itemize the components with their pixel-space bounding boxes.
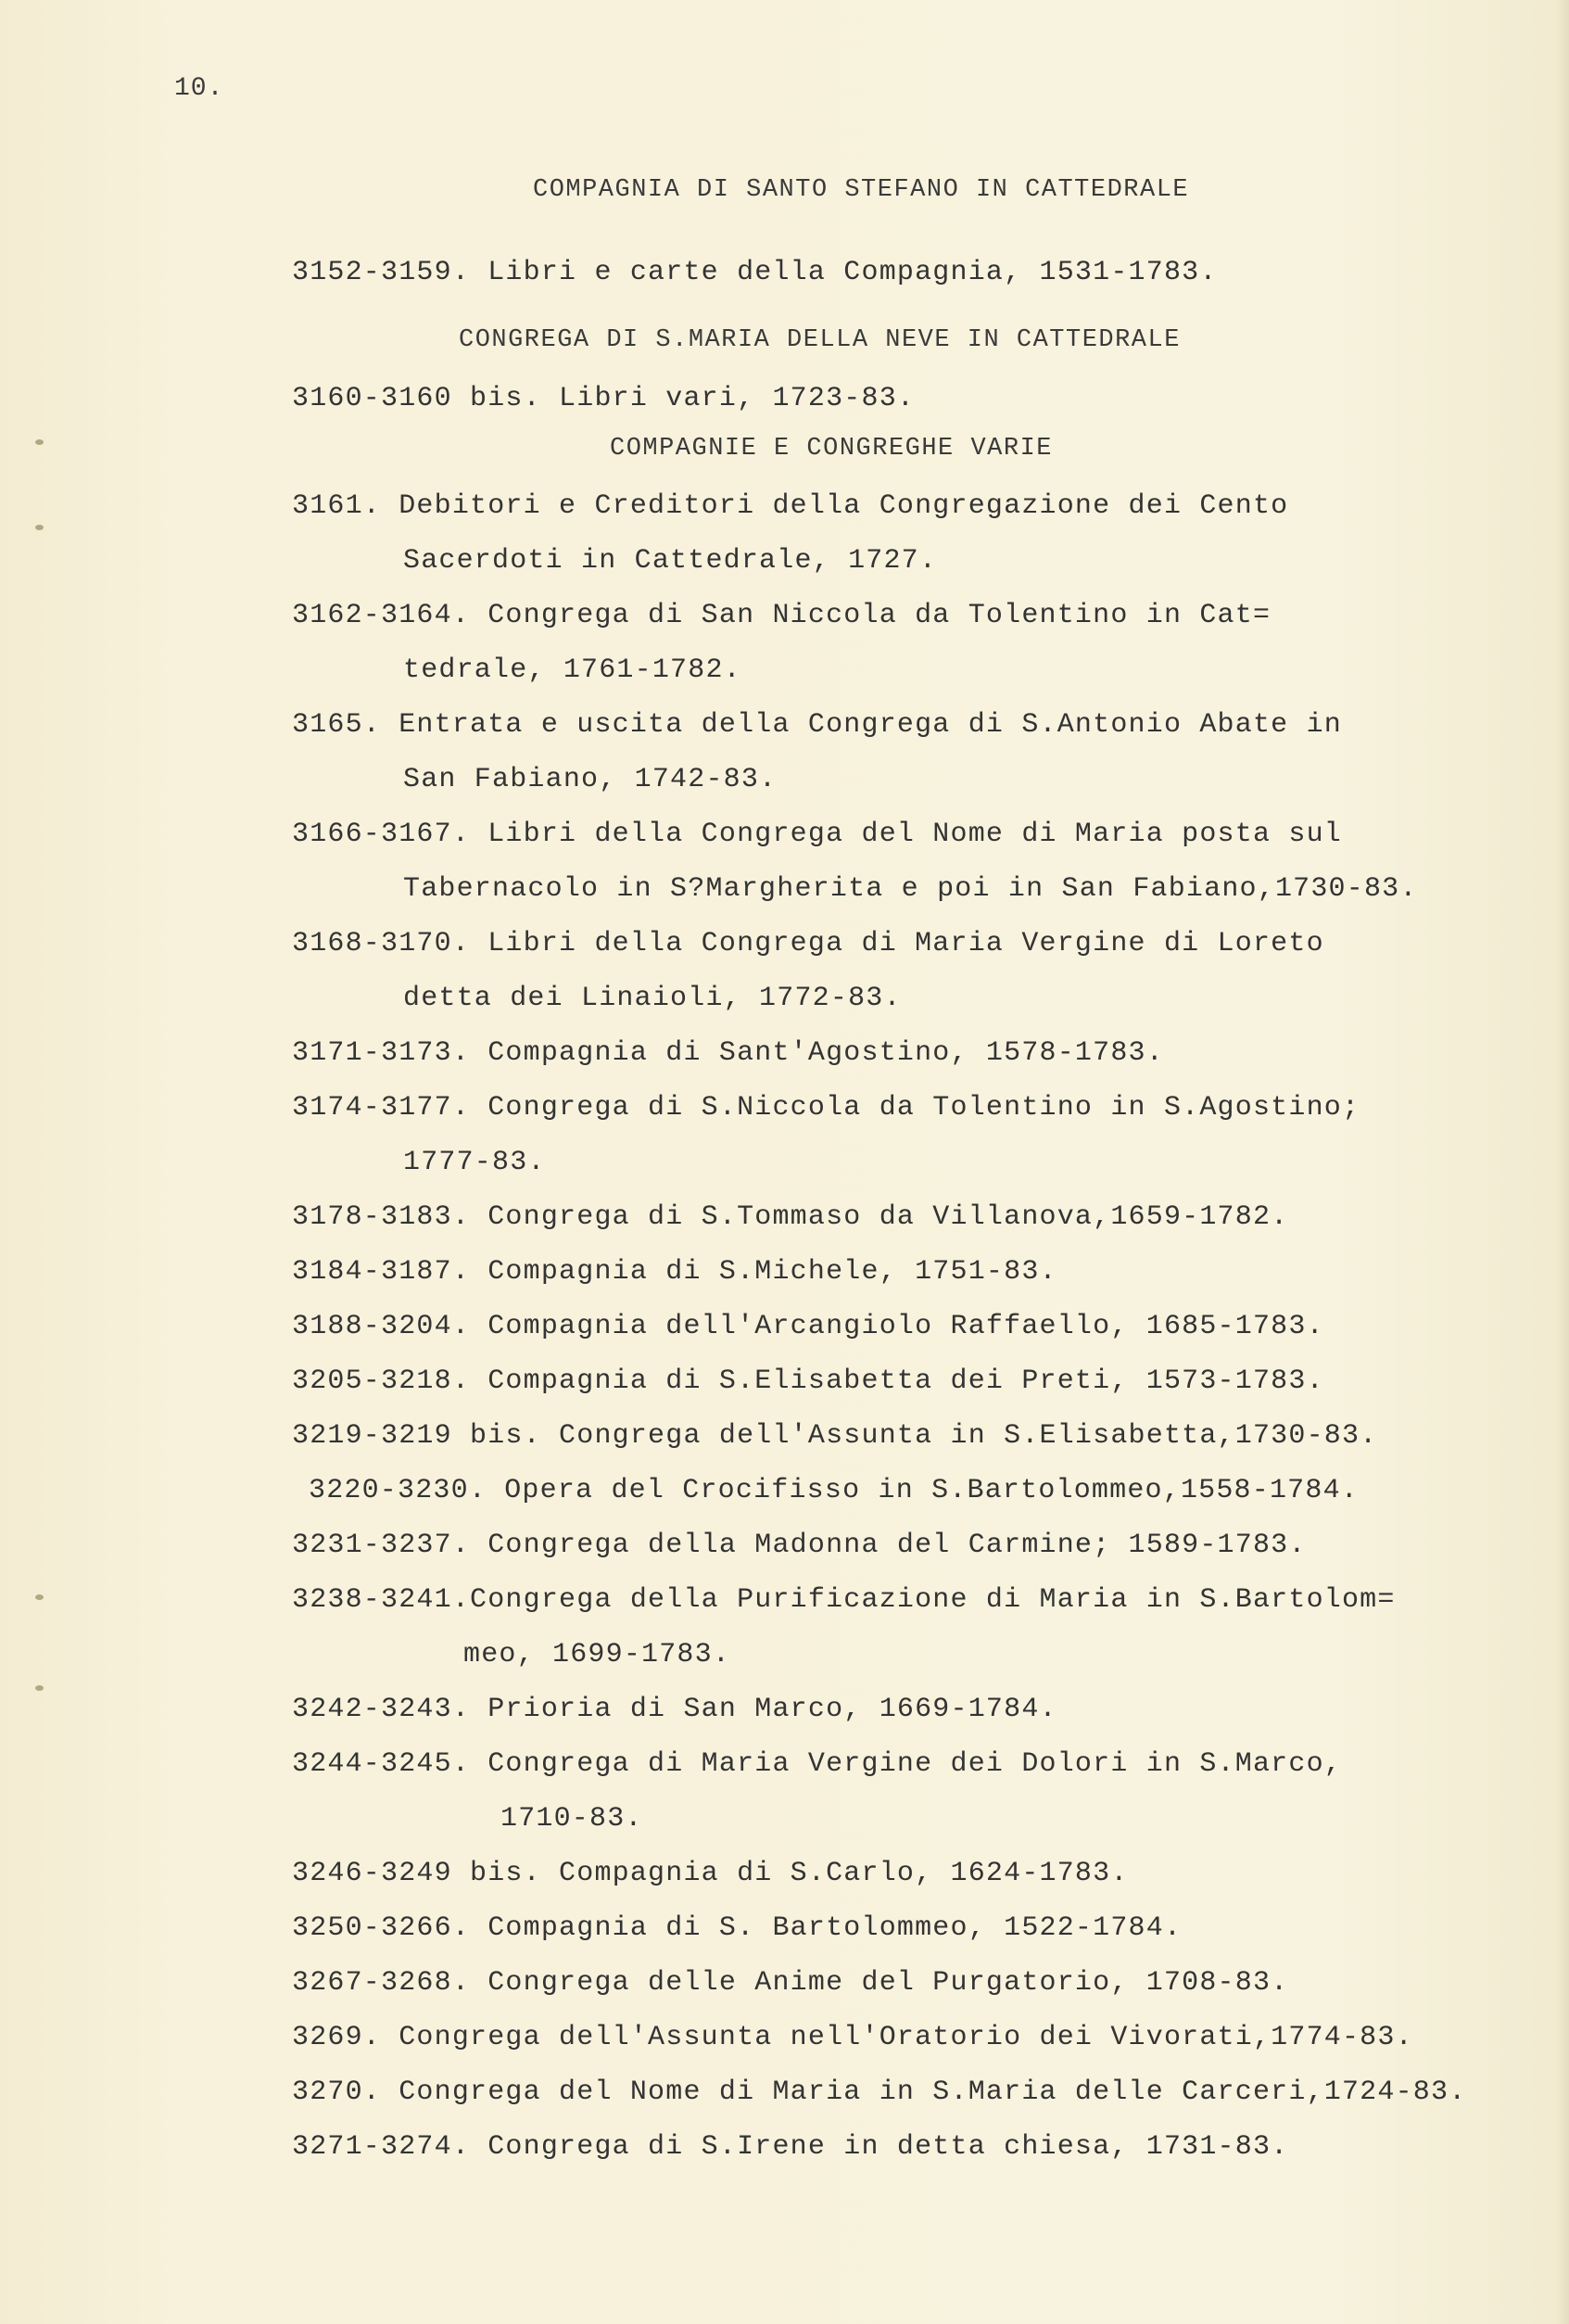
- entry-3184: 3184-3187. Compagnia di S.Michele, 1751-83.: [292, 1256, 1057, 1288]
- entry-3188: 3188-3204. Compagnia dell'Arcangiolo Raffaello, 1685-1783.: [292, 1311, 1324, 1342]
- page-number: 10.: [174, 74, 224, 103]
- entry-3174: 3174-3177. Congrega di S.Niccola da Tolentino in S.Agostino;: [292, 1092, 1360, 1124]
- entry-3244-continuation: 1710-83.: [500, 1803, 643, 1835]
- entry-3161-continuation: Sacerdoti in Cattedrale, 1727.: [403, 545, 938, 577]
- entry-3242: 3242-3243. Prioria di San Marco, 1669-1784.: [292, 1694, 1057, 1725]
- entry-3165-continuation: San Fabiano, 1742-83.: [403, 764, 778, 795]
- entry-3178: 3178-3183. Congrega di S.Tommaso da Villanova,1659-1782.: [292, 1201, 1289, 1233]
- entry-3165: 3165. Entrata e uscita della Congrega di S.Antonio Abate in: [292, 709, 1342, 741]
- entry-3220: 3220-3230. Opera del Crocifisso in S.Bartolommeo,1558-1784.: [309, 1475, 1359, 1506]
- punch-hole-mark: [35, 1594, 44, 1600]
- entry-3231: 3231-3237. Congrega della Madonna del Carmine; 1589-1783.: [292, 1530, 1307, 1561]
- entry-3269: 3269. Congrega dell'Assunta nell'Oratorio dei Vivorati,1774-83.: [292, 2022, 1413, 2053]
- entry-3162-continuation: tedrale, 1761-1782.: [403, 654, 741, 686]
- section-heading-maria-della-neve: CONGREGA DI S.MARIA DELLA NEVE IN CATTEDRALE: [459, 326, 1181, 354]
- entry-3219: 3219-3219 bis. Congrega dell'Assunta in S.Elisabetta,1730-83.: [292, 1420, 1378, 1452]
- section-heading-santo-stefano: COMPAGNIA DI SANTO STEFANO IN CATTEDRALE: [533, 176, 1190, 204]
- entry-3250: 3250-3266. Compagnia di S. Bartolommeo, 1522-1784.: [292, 1912, 1183, 1944]
- entry-3246: 3246-3249 bis. Compagnia di S.Carlo, 1624-1783.: [292, 1858, 1129, 1889]
- entry-3270: 3270. Congrega del Nome di Maria in S.Maria delle Carceri,1724-83.: [292, 2076, 1467, 2108]
- entry-3171: 3171-3173. Compagnia di Sant'Agostino, 1578-1783.: [292, 1037, 1164, 1069]
- entry-3160: 3160-3160 bis. Libri vari, 1723-83.: [292, 383, 916, 414]
- section-heading-compagnie-varie: COMPAGNIE E CONGREGHE VARIE: [610, 435, 1053, 463]
- entry-3205: 3205-3218. Compagnia di S.Elisabetta dei Preti, 1573-1783.: [292, 1365, 1324, 1397]
- entry-3174-continuation: 1777-83.: [403, 1147, 546, 1178]
- entry-3166-continuation: Tabernacolo in S?Margherita e poi in San Fabiano,1730-83.: [403, 873, 1418, 905]
- entry-3161: 3161. Debitori e Creditori della Congregazione dei Cento: [292, 490, 1289, 522]
- entry-3166: 3166-3167. Libri della Congrega del Nome di Maria posta sul: [292, 819, 1342, 850]
- entry-3168: 3168-3170. Libri della Congrega di Maria Vergine di Loreto: [292, 928, 1324, 959]
- page-edge-shadow: [1556, 0, 1569, 2324]
- entry-3238-continuation: meo, 1699-1783.: [463, 1639, 731, 1670]
- punch-hole-mark: [35, 439, 44, 445]
- entry-3244: 3244-3245. Congrega di Maria Vergine dei Dolori in S.Marco,: [292, 1748, 1342, 1780]
- entry-3152: 3152-3159. Libri e carte della Compagnia, 1531-1783.: [292, 257, 1218, 288]
- entry-3267: 3267-3268. Congrega delle Anime del Purgatorio, 1708-83.: [292, 1967, 1289, 1999]
- punch-hole-mark: [35, 525, 44, 530]
- entry-3162: 3162-3164. Congrega di San Niccola da Tolentino in Cat=: [292, 600, 1272, 631]
- punch-hole-mark: [35, 1685, 44, 1691]
- entry-3238: 3238-3241.Congrega della Purificazione di Maria in S.Bartolom=: [292, 1584, 1396, 1616]
- entry-3168-continuation: detta dei Linaioli, 1772-83.: [403, 983, 902, 1014]
- entry-3271: 3271-3274. Congrega di S.Irene in detta chiesa, 1731-83.: [292, 2131, 1289, 2163]
